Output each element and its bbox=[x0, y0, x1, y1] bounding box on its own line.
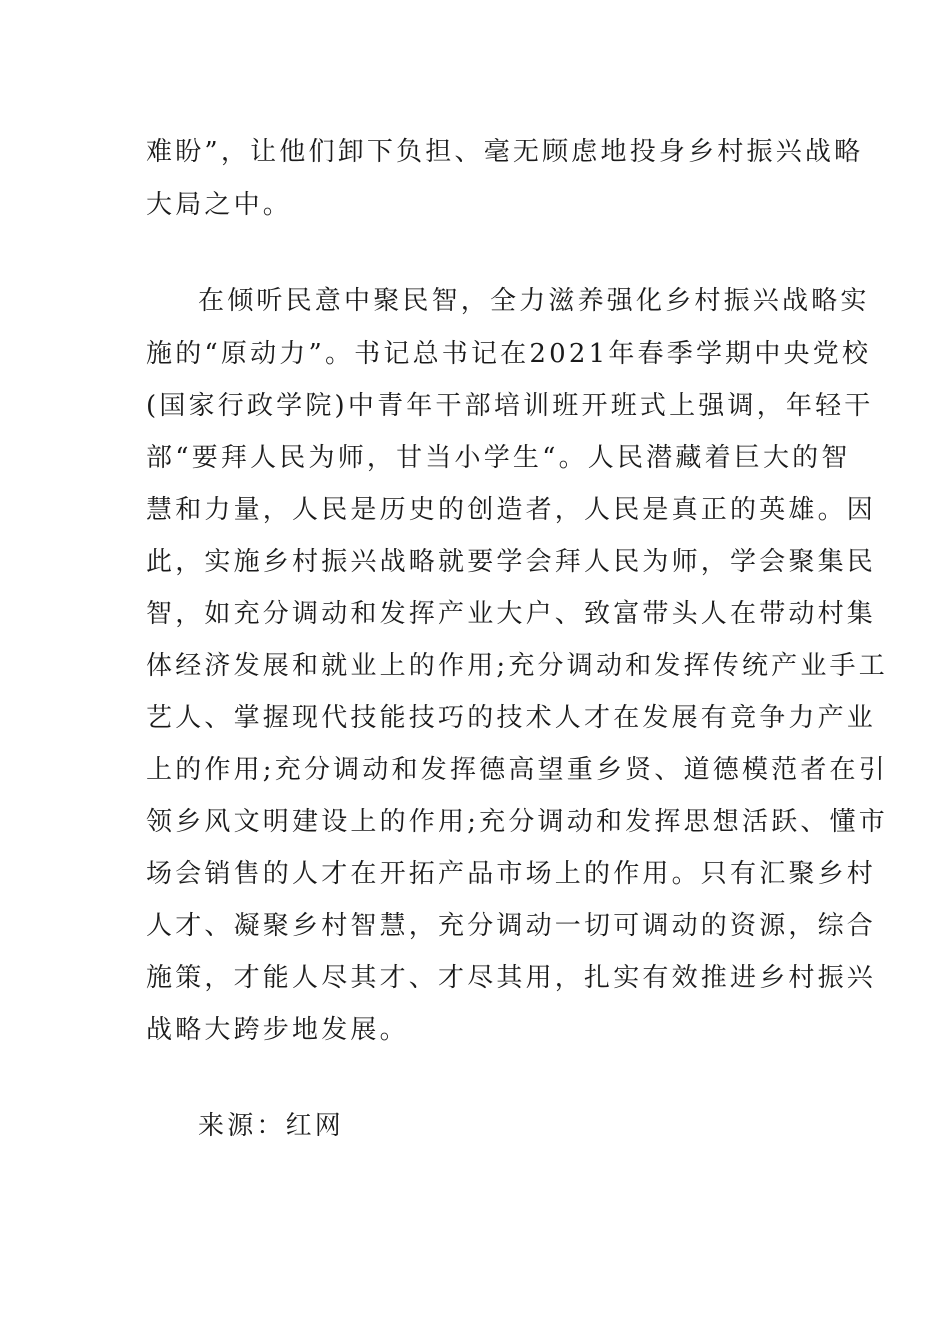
paragraph-2-line-9: 艺人、掌握现代技能技巧的技术人才在发展有竞争力产业 bbox=[146, 703, 877, 733]
paragraph-2-line-1: 在倾听民意中聚民智，全力滋养强化乡村振兴战略实 bbox=[198, 286, 870, 316]
paragraph-2-line-7: 智，如充分调动和发挥产业大户、致富带头人在带动村集 bbox=[146, 599, 877, 629]
source-line: 来源：红网 bbox=[198, 1111, 345, 1141]
paragraph-1-line-2: 大局之中。 bbox=[146, 190, 293, 220]
paragraph-2-line-12: 场会销售的人才在开拓产品市场上的作用。只有汇聚乡村 bbox=[146, 859, 877, 889]
paragraph-2-line-13: 人才、凝聚乡村智慧，充分调动一切可调动的资源，综合 bbox=[146, 911, 877, 941]
paragraph-2-line-10: 上的作用;充分调动和发挥德高望重乡贤、道德模范者在引 bbox=[146, 755, 888, 785]
paragraph-2-line-15: 战略大跨步地发展。 bbox=[146, 1015, 409, 1045]
paragraph-2-line-8: 体经济发展和就业上的作用;充分调动和发挥传统产业手工 bbox=[146, 651, 888, 681]
paragraph-2-line-2: 施的“原动力”。书记总书记在2021年春季学期中央党校 bbox=[146, 339, 872, 369]
paragraph-2-line-3: (国家行政学院)中青年干部培训班开班式上强调，年轻干 bbox=[146, 391, 874, 421]
paragraph-2-line-4: 部“要拜人民为师，甘当小学生“。人民潜藏着巨大的智 bbox=[146, 443, 851, 473]
paragraph-2-line-11: 领乡风文明建设上的作用;充分调动和发挥思想活跃、懂市 bbox=[146, 807, 888, 837]
paragraph-1-line-1: 难盼”，让他们卸下负担、毫无顾虑地投身乡村振兴战略 bbox=[146, 137, 864, 167]
paragraph-2-line-5: 慧和力量，人民是历史的创造者，人民是真正的英雄。因 bbox=[146, 495, 877, 525]
paragraph-2-line-6: 此，实施乡村振兴战略就要学会拜人民为师，学会聚集民 bbox=[146, 547, 877, 577]
paragraph-2-line-14: 施策，才能人尽其才、才尽其用，扎实有效推进乡村振兴 bbox=[146, 963, 877, 993]
